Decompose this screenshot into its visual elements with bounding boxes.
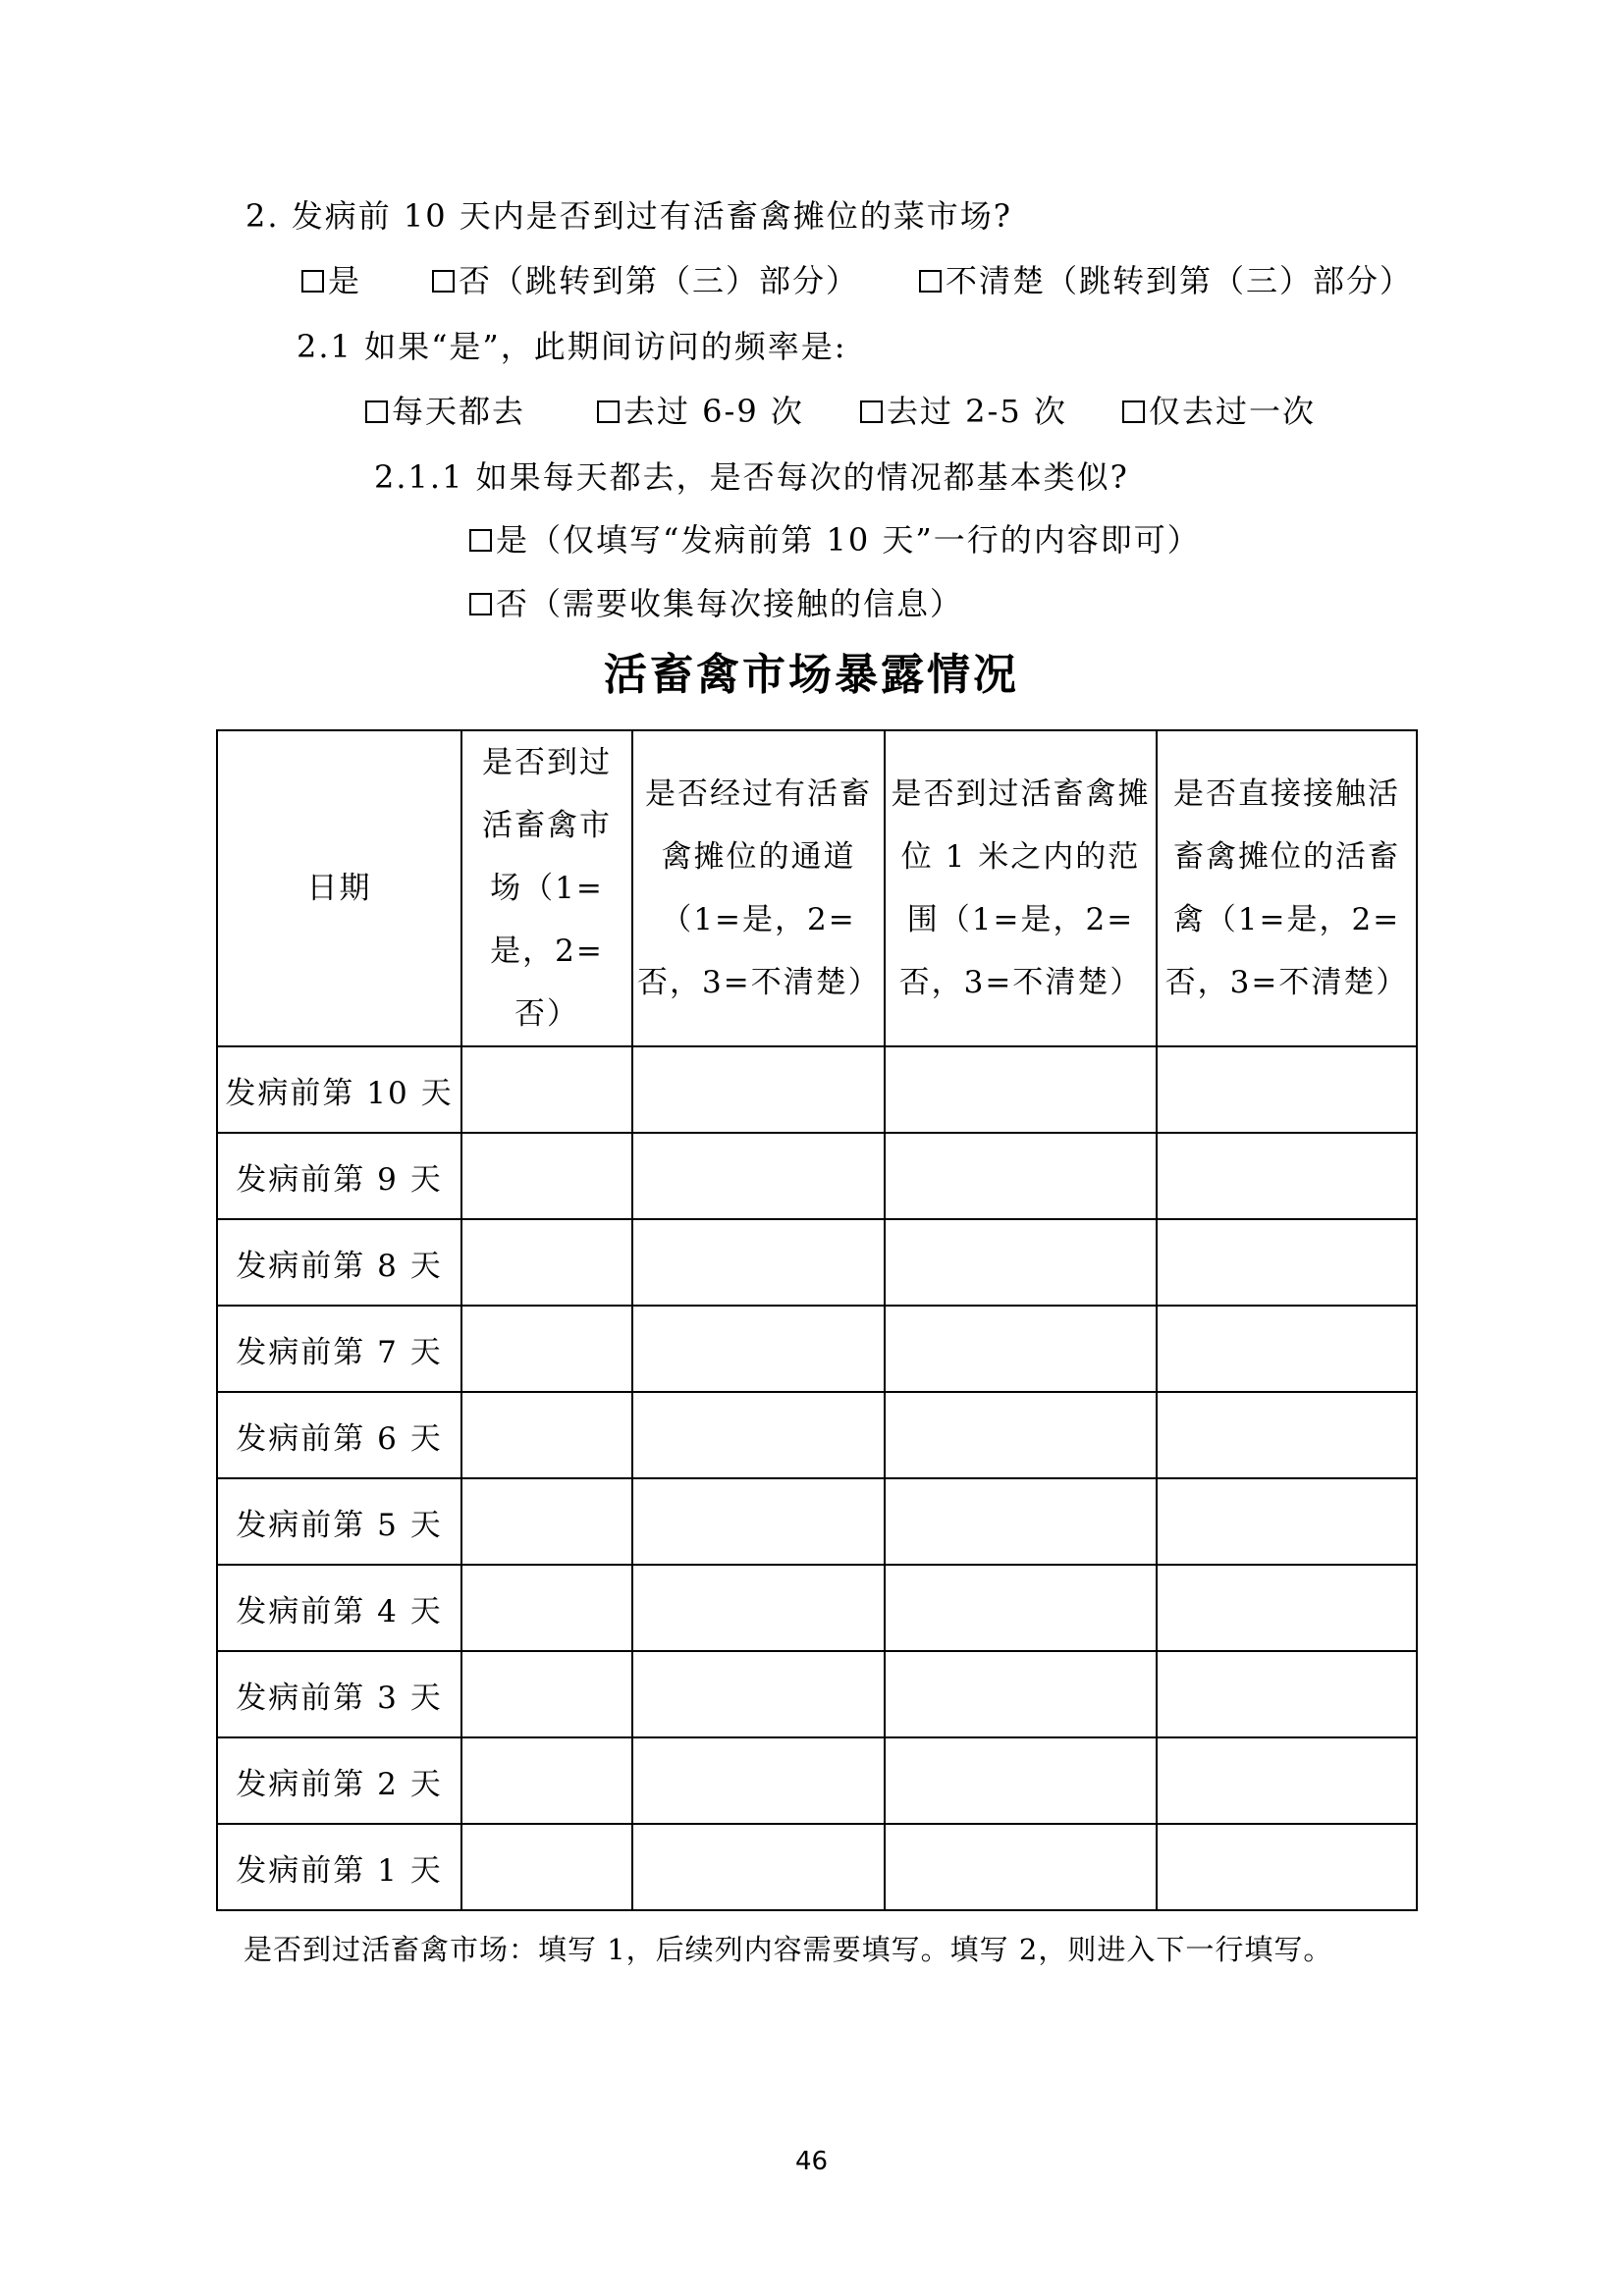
option-yes[interactable]: 是	[301, 261, 361, 300]
table-row	[217, 1046, 1417, 1133]
option-no[interactable]: 否（跳转到第（三）部分）	[432, 261, 859, 300]
cell-input[interactable]	[885, 1824, 1157, 1910]
row-label: 发病前第 7 天	[217, 1306, 461, 1392]
checkbox-icon[interactable]	[597, 400, 620, 423]
cell-input[interactable]	[632, 1737, 885, 1824]
cell-input[interactable]	[885, 1737, 1157, 1824]
row-label: 发病前第 9 天	[217, 1133, 461, 1219]
cell-input[interactable]	[632, 1824, 885, 1910]
cell-input[interactable]	[1157, 1824, 1417, 1910]
cell-input[interactable]	[461, 1737, 632, 1824]
question-2-1-1: 2.1.1 如果每天都去，是否每次的情况都基本类似?	[374, 458, 1129, 496]
header-passed-aisle: 是否经过有活畜禽摊位的通道（1=是，2=否，3=不清楚）	[632, 730, 885, 1046]
checkbox-icon[interactable]	[432, 270, 455, 293]
row-label: 发病前第 6 天	[217, 1392, 461, 1478]
cell-input[interactable]	[1157, 1565, 1417, 1651]
cell-input[interactable]	[632, 1478, 885, 1565]
cell-input[interactable]	[1157, 1737, 1417, 1824]
cell-input[interactable]	[632, 1651, 885, 1737]
cell-input[interactable]	[1157, 1392, 1417, 1478]
table-row	[217, 1392, 1417, 1478]
option-unsure[interactable]: 不清楚（跳转到第（三）部分）	[919, 261, 1413, 300]
row-label: 发病前第 1 天	[217, 1824, 461, 1910]
cell-input[interactable]	[461, 1478, 632, 1565]
cell-input[interactable]	[885, 1133, 1157, 1219]
checkbox-icon[interactable]	[1122, 400, 1145, 423]
header-date: 日期	[217, 730, 461, 1046]
row-label: 发病前第 3 天	[217, 1651, 461, 1737]
cell-input[interactable]	[461, 1392, 632, 1478]
table-row	[217, 1306, 1417, 1392]
option-every-day[interactable]: 每天都去	[365, 392, 525, 431]
cell-input[interactable]	[1157, 1306, 1417, 1392]
table-row	[217, 1565, 1417, 1651]
option-similar-no[interactable]: 否（需要收集每次接触的信息）	[469, 584, 963, 623]
cell-input[interactable]	[885, 1046, 1157, 1133]
page-number: 46	[794, 2147, 829, 2176]
table-row	[217, 1737, 1417, 1824]
cell-input[interactable]	[461, 1219, 632, 1306]
checkbox-icon[interactable]	[301, 270, 324, 293]
table-title: 活畜禽市场暴露情况	[604, 650, 1019, 700]
checkbox-icon[interactable]	[860, 400, 883, 423]
cell-input[interactable]	[461, 1565, 632, 1651]
cell-input[interactable]	[885, 1306, 1157, 1392]
cell-input[interactable]	[1157, 1651, 1417, 1737]
table-row	[217, 1133, 1417, 1219]
option-6-9-times[interactable]: 去过 6-9 次	[597, 392, 804, 431]
cell-input[interactable]	[461, 1046, 632, 1133]
question-2: 2. 发病前 10 天内是否到过有活畜禽摊位的菜市场?	[245, 197, 1012, 235]
cell-input[interactable]	[632, 1046, 885, 1133]
cell-input[interactable]	[885, 1651, 1157, 1737]
cell-input[interactable]	[632, 1392, 885, 1478]
cell-input[interactable]	[1157, 1478, 1417, 1565]
cell-input[interactable]	[461, 1133, 632, 1219]
cell-input[interactable]	[632, 1306, 885, 1392]
exposure-table	[216, 729, 1418, 1911]
cell-input[interactable]	[885, 1478, 1157, 1565]
cell-input[interactable]	[885, 1565, 1157, 1651]
option-once[interactable]: 仅去过一次	[1122, 392, 1316, 431]
table-row	[217, 1824, 1417, 1910]
header-within-1m: 是否到过活畜禽摊位 1 米之内的范围（1=是，2=否，3=不清楚）	[885, 730, 1157, 1046]
cell-input[interactable]	[1157, 1046, 1417, 1133]
table-header-row	[217, 730, 1417, 1046]
checkbox-icon[interactable]	[365, 400, 388, 423]
cell-input[interactable]	[1157, 1133, 1417, 1219]
cell-input[interactable]	[885, 1392, 1157, 1478]
cell-input[interactable]	[632, 1219, 885, 1306]
table-row	[217, 1478, 1417, 1565]
header-visited-market: 是否到过活畜禽市场（1=是，2=否）	[461, 730, 632, 1046]
option-2-5-times[interactable]: 去过 2-5 次	[860, 392, 1067, 431]
row-label: 发病前第 4 天	[217, 1565, 461, 1651]
table-row	[217, 1219, 1417, 1306]
option-similar-yes[interactable]: 是（仅填写“发病前第 10 天”一行的内容即可）	[469, 520, 1201, 560]
cell-input[interactable]	[632, 1133, 885, 1219]
checkbox-icon[interactable]	[919, 270, 942, 293]
cell-input[interactable]	[1157, 1219, 1417, 1306]
row-label: 发病前第 8 天	[217, 1219, 461, 1306]
table-row	[217, 1651, 1417, 1737]
cell-input[interactable]	[461, 1651, 632, 1737]
cell-input[interactable]	[885, 1219, 1157, 1306]
checkbox-icon[interactable]	[469, 593, 492, 615]
row-label: 发病前第 10 天	[217, 1046, 461, 1133]
footnote: 是否到过活畜禽市场：填写 1，后续列内容需要填写。填写 2，则进入下一行填写。	[243, 1933, 1333, 1966]
row-label: 发病前第 2 天	[217, 1737, 461, 1824]
row-label: 发病前第 5 天	[217, 1478, 461, 1565]
checkbox-icon[interactable]	[469, 529, 492, 552]
cell-input[interactable]	[632, 1565, 885, 1651]
cell-input[interactable]	[461, 1306, 632, 1392]
header-direct-contact: 是否直接接触活畜禽摊位的活畜禽（1=是，2=否，3=不清楚）	[1157, 730, 1417, 1046]
cell-input[interactable]	[461, 1824, 632, 1910]
question-2-1: 2.1 如果“是”，此期间访问的频率是:	[297, 328, 847, 365]
